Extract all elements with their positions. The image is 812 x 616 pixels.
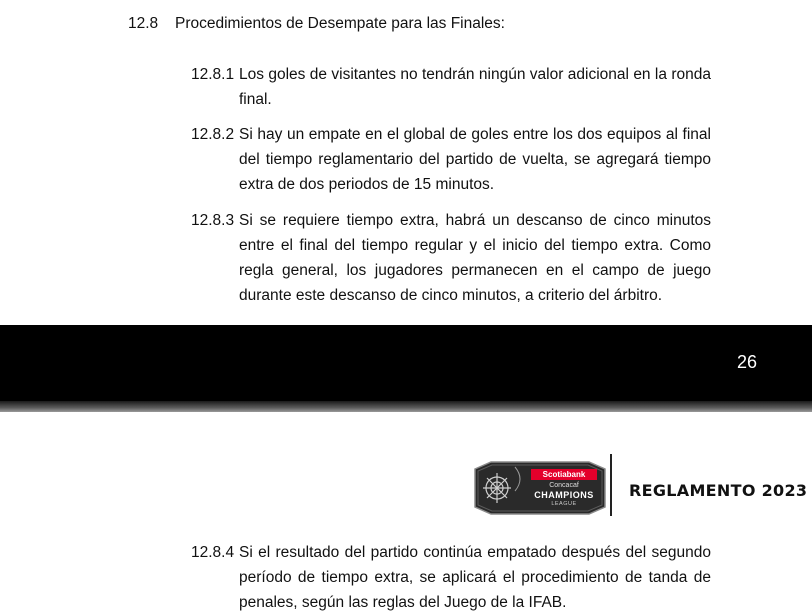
logo-champions: CHAMPIONS <box>534 490 594 500</box>
clause-number: 12.8.2 <box>191 126 235 143</box>
clause-number: 12.8.3 <box>191 212 235 229</box>
clause-text: Si el resultado del partido continúa empatado después del segundo período de tiempo extra, se aplicará el procedimiento de tanda de penales, según las reglas del Juego de la IFAB. <box>239 544 711 611</box>
clause-text: Si hay un empate en el global de goles entre los dos equipos al final del tiempo reglamentario del partido de vuelta, se agregará tiempo extra de dos periodos de 15 minutos. <box>239 126 711 193</box>
clause-text: Si se requiere tiempo extra, habrá un descanso de cinco minutos entre el final del tiempo regular y el inicio del tiempo extra. Como regla general, los jugadores permanecen en el campo de juego durante este descanso de cinco minutos, a criterio del árbitro. <box>239 212 711 304</box>
logo-org: Concacaf <box>549 482 579 489</box>
header-divider <box>610 454 612 516</box>
clause-number: 12.8.1 <box>191 66 235 83</box>
section-number: 12.8 <box>128 15 159 32</box>
logo-sponsor: Scotiabank <box>542 470 586 479</box>
page-number: 26 <box>736 352 757 372</box>
champions-league-logo <box>471 459 609 517</box>
page-separator <box>0 401 812 412</box>
logo-league: LEAGUE <box>551 501 577 507</box>
document-title: REGLAMENTO 2023 <box>629 481 808 500</box>
page-footer-band <box>0 325 812 401</box>
clause-number: 12.8.4 <box>191 544 235 561</box>
section-title: Procedimientos de Desempate para las Finales: <box>175 15 505 32</box>
clause-text: Los goles de visitantes no tendrán ningún valor adicional en la ronda final. <box>239 66 711 108</box>
